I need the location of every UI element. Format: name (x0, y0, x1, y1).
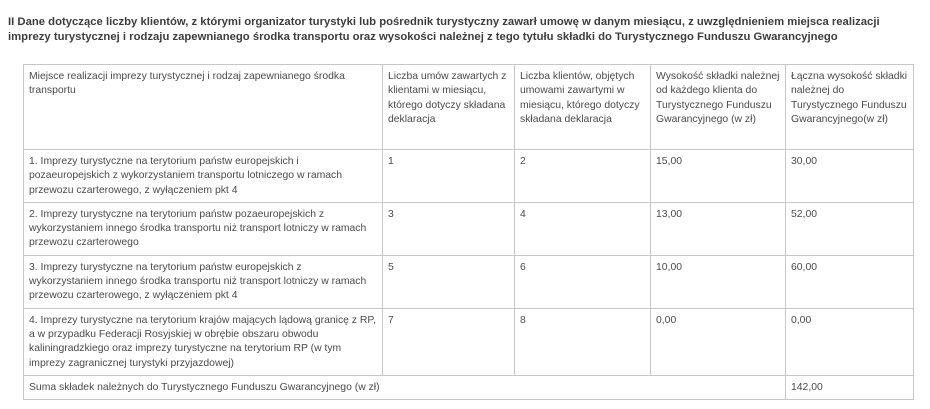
summary-row (24, 375, 914, 399)
row-total-fee: 30,00 (786, 150, 914, 203)
table-row (24, 255, 914, 308)
table-header-row (24, 65, 914, 150)
row-clients: 4 (515, 202, 651, 255)
header-total-fee: Łączna wysokość składki należnej do Turystycznego Funduszu Gwarancyjnego(w zł) (786, 65, 914, 150)
row-description: 1. Imprezy turystyczne na terytorium państw europejskich i pozaeuropejskich z wykorzystaniem transportu lotniczego w ramach przewozu czarterowego, z wyłączeniem pkt 4 (24, 150, 383, 203)
header-clients-count: Liczba klientów, objętych umowami zawartymi w miesiącu, którego dotyczy składana deklaracja (515, 65, 651, 150)
row-fee-per-client: 13,00 (651, 202, 786, 255)
row-clients: 6 (515, 255, 651, 308)
table-row (24, 150, 914, 203)
header-contracts-count: Liczba umów zawartych z klientami w miesiącu, którego dotyczy składana deklaracja (383, 65, 515, 150)
row-contracts: 1 (383, 150, 515, 203)
contributions-table (23, 64, 914, 400)
row-fee-per-client: 0,00 (651, 308, 786, 375)
row-fee-per-client: 10,00 (651, 255, 786, 308)
table-row (24, 202, 914, 255)
row-clients: 2 (515, 150, 651, 203)
row-contracts: 5 (383, 255, 515, 308)
row-description: 4. Imprezy turystyczne na terytorium krajów mających lądową granicę z RP, a w przypadku Federacji Rosyjskiej w obrębie obszaru obwodu kaliningradzkiego oraz imprezy turystyczne na terytorium RP (w tym imprezy zagranicznej turystyki przyjazdowej) (24, 308, 383, 375)
row-total-fee: 52,00 (786, 202, 914, 255)
row-description: 2. Imprezy turystyczne na terytorium państw pozaeuropejskich z wykorzystaniem innego środka transportu niż transport lotniczy w ramach przewozu czarterowego (24, 202, 383, 255)
row-contracts: 3 (383, 202, 515, 255)
table-row (24, 308, 914, 375)
summary-label: Suma składek należnych do Turystycznego Funduszu Gwarancyjnego (w zł) (24, 375, 786, 399)
row-total-fee: 0,00 (786, 308, 914, 375)
header-place-and-transport: Miejsce realizacji imprezy turystycznej i rodzaj zapewnianego środka transportu (24, 65, 383, 150)
row-contracts: 7 (383, 308, 515, 375)
section-heading: II Dane dotyczące liczby klientów, z którymi organizator turystyki lub pośrednik turystyczny zawarł umowę w danym miesiącu, z uwzględnieniem miejsca realizacji imprezy turystycznej i rodzaju zapewnianego środka transportu oraz wysokości należnej z tego tytułu składki do Turystycznego Funduszu Gwarancyjnego (8, 16, 880, 43)
row-total-fee: 60,00 (786, 255, 914, 308)
summary-value: 142,00 (786, 375, 914, 399)
row-clients: 8 (515, 308, 651, 375)
header-fee-per-client: Wysokość składki należnej od każdego klienta do Turystycznego Funduszu Gwarancyjnego (w zł) (651, 65, 786, 150)
row-description: 3. Imprezy turystyczne na terytorium państw europejskich z wykorzystaniem innego środka transportu niż transport lotniczy w ramach przewozu czarterowego, z wyłączeniem pkt 4 (24, 255, 383, 308)
row-fee-per-client: 15,00 (651, 150, 786, 203)
